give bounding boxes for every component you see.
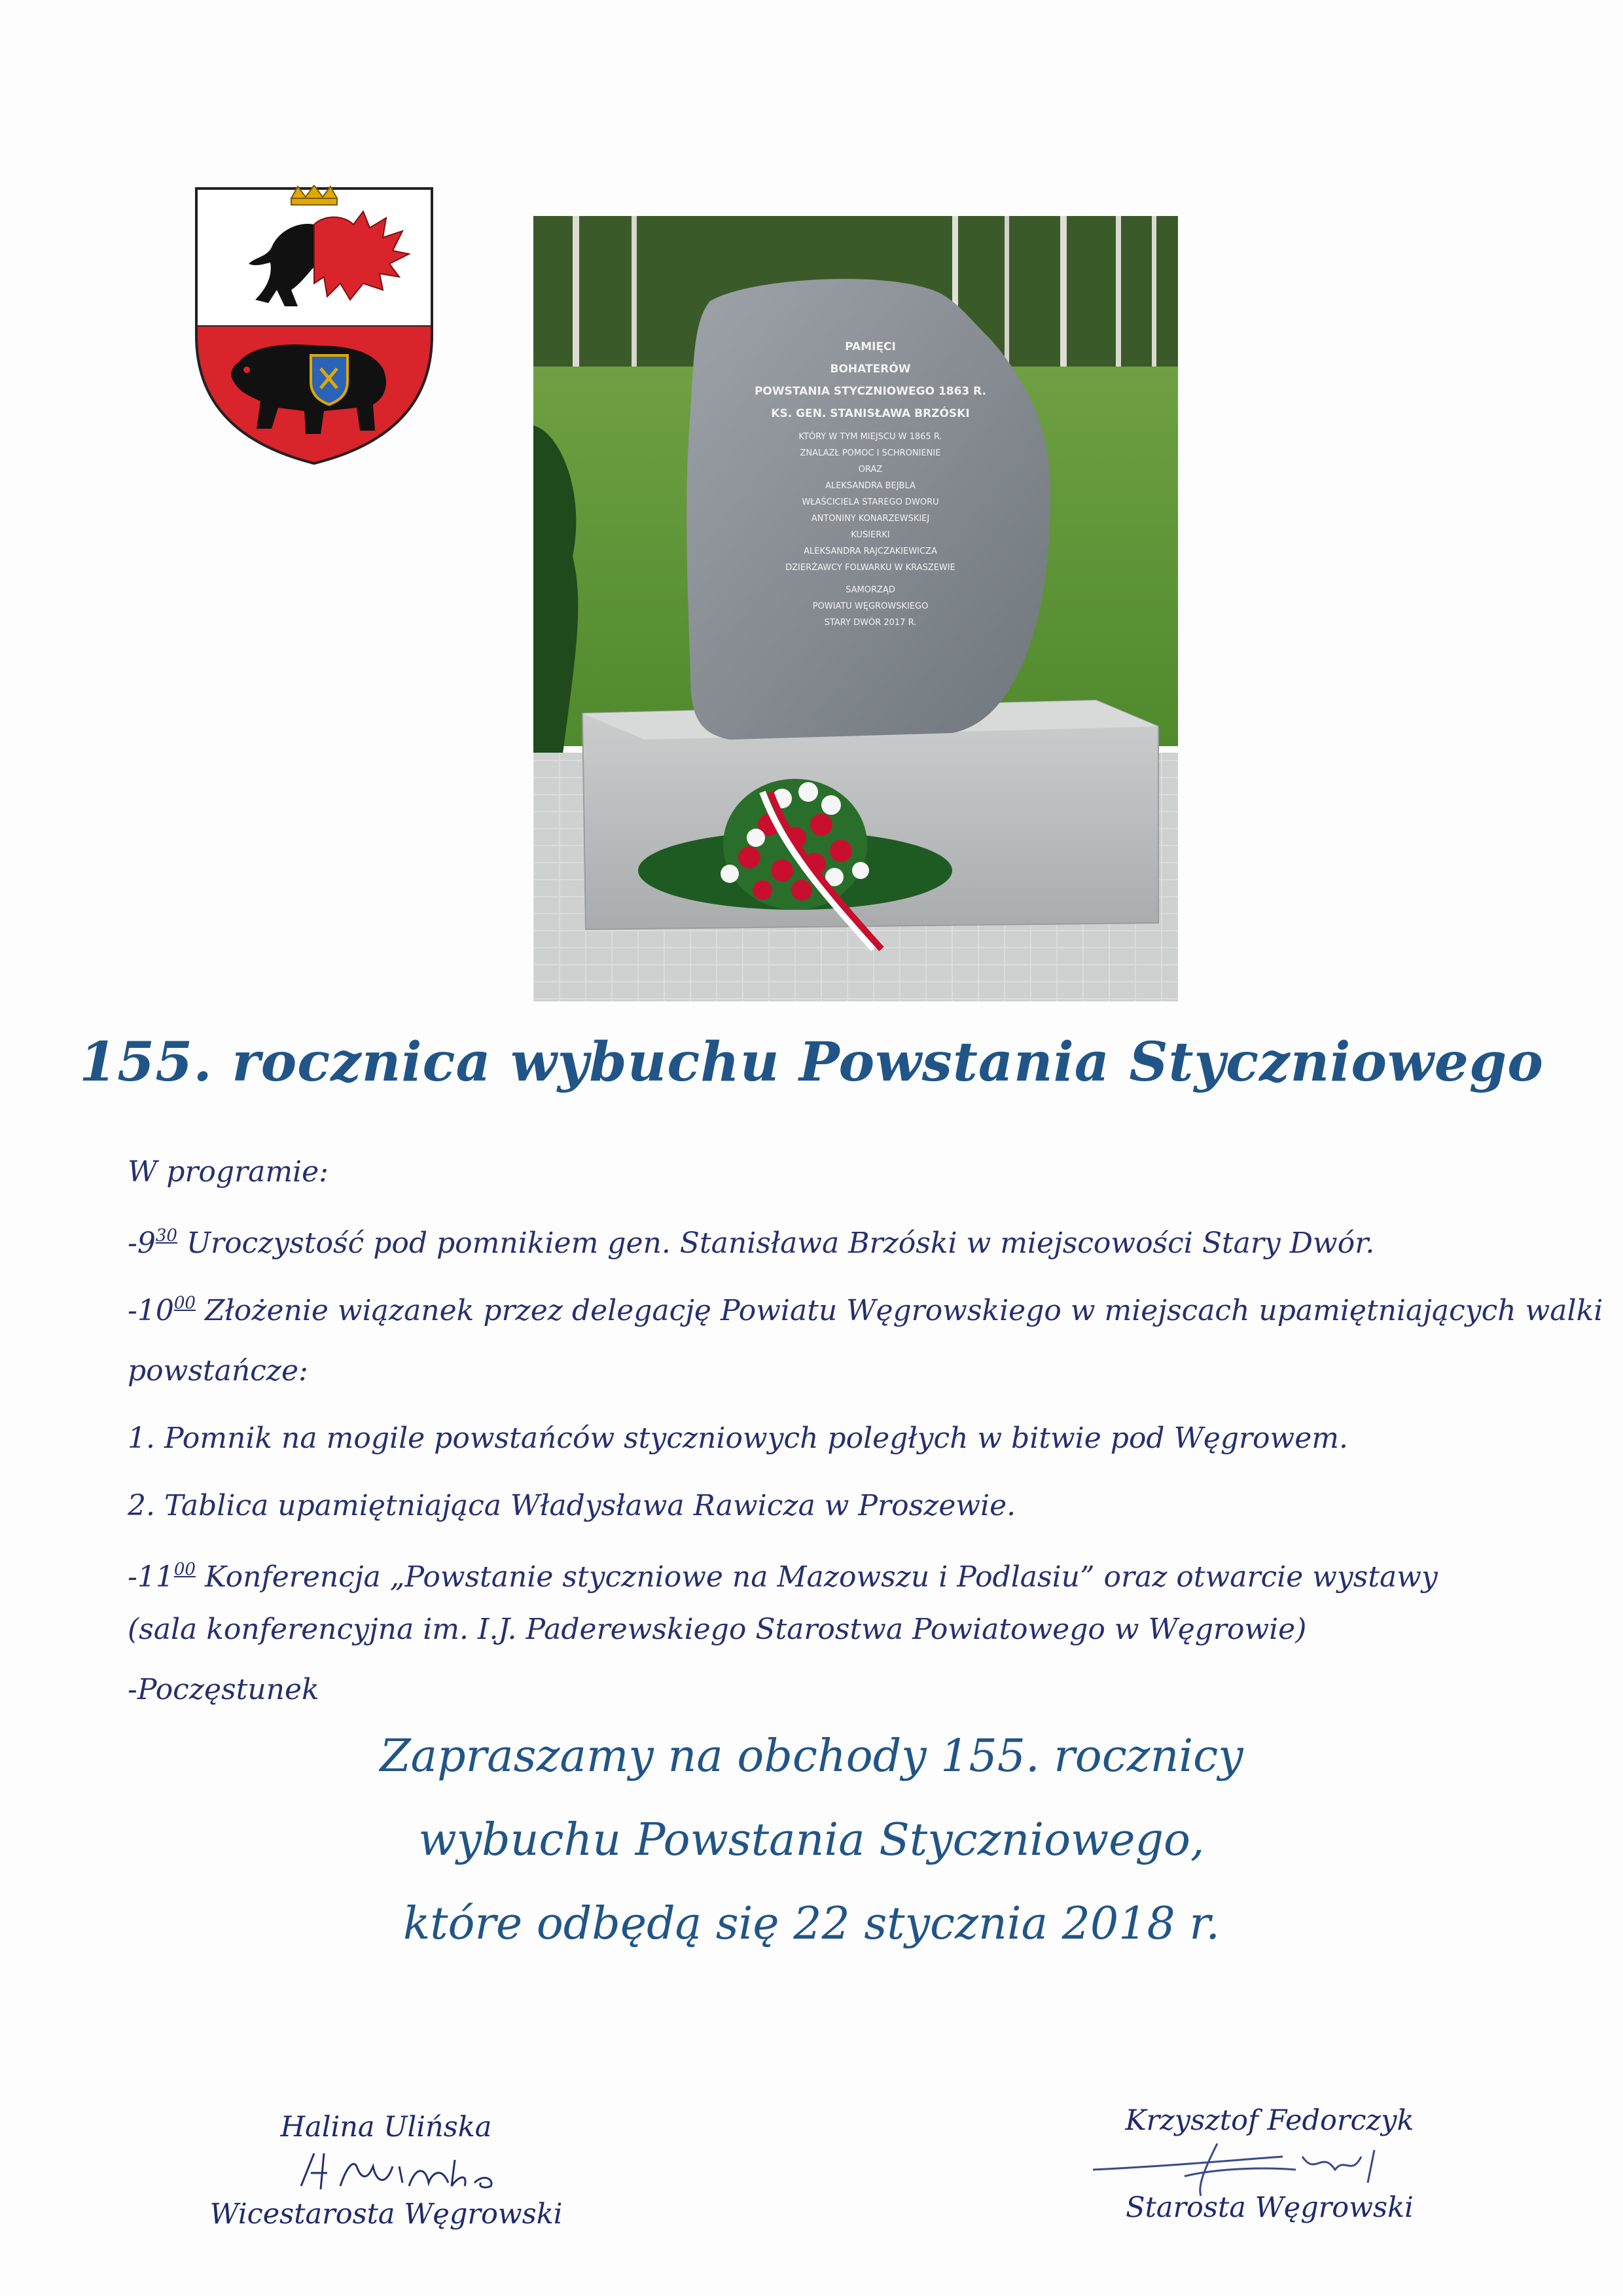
crown-icon bbox=[291, 185, 337, 205]
invitation-line-2: wybuchu Powstania Styczniowego, bbox=[418, 1814, 1205, 1866]
coat-of-arms bbox=[193, 185, 435, 467]
signature-right bbox=[1060, 2104, 1479, 2224]
program-item-5-cont: (sala konferencyjna im. I.J. Paderewskiego Starostwa Powiatowego w Węgrowie) bbox=[128, 1613, 1307, 1646]
inscription-line: POWIATU WĘGROWSKIEGO bbox=[812, 601, 929, 611]
program-item-5: $-11^{00}$ Konferencja „Powstanie styczniowe na Mazowszu i Podlasiu” oraz otwarcie wystawy bbox=[128, 1560, 1438, 1594]
program-item-3: 1. Pomnik na mogile powstańców styczniowych poległych w bitwie pod Węgrowem. bbox=[128, 1422, 1348, 1455]
program-list bbox=[128, 1142, 1603, 1720]
inscription-line: ZNALAZŁ POMOC I SCHRONIENIE bbox=[800, 448, 941, 458]
signature-left bbox=[196, 2111, 576, 2231]
program-item-2-cont: powstańcze: bbox=[128, 1354, 308, 1388]
handwritten-signature bbox=[1086, 2130, 1427, 2202]
invitation-line-1: Zapraszamy na obchody 155. rocznicy bbox=[380, 1731, 1243, 1782]
inscription-line: KUSIERKI bbox=[851, 530, 890, 540]
program-item-1: $-9^{30}$ Uroczystość pod pomnikiem gen. Stanisława Brzóski w miejscowości Stary Dwór. bbox=[128, 1226, 1375, 1260]
program-heading: W programie: bbox=[128, 1155, 329, 1189]
inscription-line: DZIERŻAWCY FOLWARKU W KRASZEWIE bbox=[785, 563, 955, 573]
monument-photo bbox=[533, 216, 1178, 1001]
invitation-text bbox=[0, 1715, 1623, 1966]
inscription-line: ANTONINY KONARZEWSKIEJ bbox=[811, 514, 930, 524]
handwritten-signature bbox=[294, 2147, 504, 2199]
signatory-role: Wicestarosta Węgrowski bbox=[209, 2198, 563, 2231]
inscription-line: WŁAŚCICIELA STAREGO DWORU bbox=[802, 497, 939, 507]
monument-illustration bbox=[533, 216, 1178, 1001]
signatory-name: Halina Ulińska bbox=[280, 2111, 492, 2144]
inscription-line: POWSTANIA STYCZNIOWEGO 1863 R. bbox=[754, 385, 987, 398]
signatory-role: Starosta Węgrowski bbox=[1126, 2191, 1414, 2224]
inscription-line: ALEKSANDRA BEJBLA bbox=[825, 481, 916, 491]
inscription-line: PAMIĘCI bbox=[845, 340, 896, 353]
program-item-4: 2. Tablica upamiętniająca Władysława Rawicza w Proszewie. bbox=[128, 1489, 1016, 1522]
inscription-line: KS. GEN. STANISŁAWA BRZÓSKI bbox=[771, 407, 970, 420]
page-title: 155. rocznica wybuchu Powstania Styczniowego bbox=[79, 1031, 1544, 1094]
blue-shield-icon bbox=[311, 355, 348, 404]
inscription-line: STARY DWÓR 2017 R. bbox=[824, 618, 917, 628]
inscription-line: SAMORZĄD bbox=[846, 585, 895, 595]
program-item-6: -Poczęstunek bbox=[128, 1673, 319, 1706]
program-item-2: $-10^{00}$ Złożenie wiązanek przez delegację Powiatu Węgrowskiego w miejscach upamiętniających walki bbox=[128, 1293, 1603, 1327]
inscription-line: ALEKSANDRA RAJCZAKIEWICZA bbox=[804, 547, 937, 556]
signatory-name: Krzysztof Fedorczyk bbox=[1125, 2104, 1414, 2137]
invitation-line-3: które odbędą się 22 stycznia 2018 r. bbox=[403, 1898, 1220, 1950]
inscription-line: BOHATERÓW bbox=[830, 363, 911, 376]
inscription-line: ORAZ bbox=[858, 465, 883, 475]
inscription-line: KTÓRY W TYM MIEJSCU W 1865 R. bbox=[798, 432, 942, 442]
